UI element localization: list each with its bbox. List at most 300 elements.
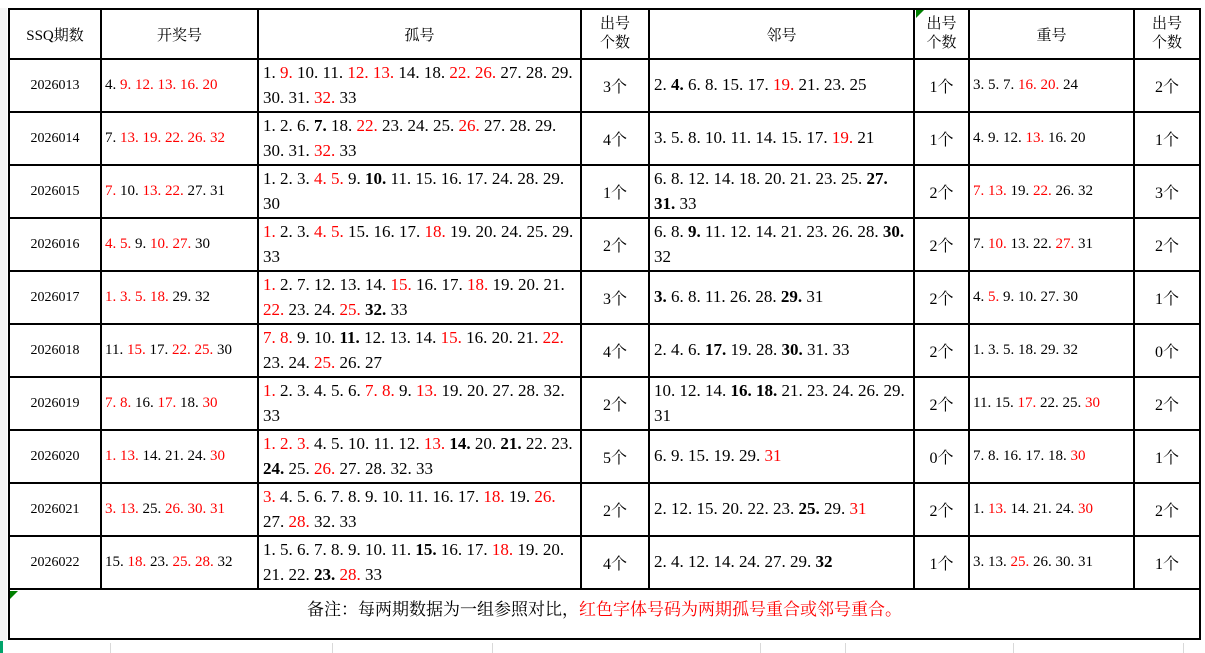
number-token: 26. — [831, 222, 858, 242]
header-lone[interactable]: 孤号 — [258, 9, 581, 59]
table-row — [9, 218, 1200, 271]
neighbor-numbers-cell[interactable] — [649, 218, 914, 271]
number-token: 2. — [280, 434, 297, 454]
number-token: 18. — [423, 63, 450, 83]
repeat-count-cell[interactable]: 1个 — [1134, 536, 1200, 589]
neighbor-numbers-cell[interactable] — [649, 271, 914, 324]
number-token: 2. — [280, 275, 297, 295]
number-token: 6. — [314, 487, 331, 507]
number-token: 13. — [1025, 130, 1048, 146]
table-row — [9, 271, 1200, 324]
number-token: 28. — [518, 381, 544, 401]
number-token: 32. — [314, 87, 340, 107]
period-cell[interactable]: 2026021 — [9, 483, 101, 536]
number-token: 20 — [1070, 130, 1086, 146]
number-token: 26. — [458, 116, 484, 136]
number-token: 1. — [105, 289, 120, 305]
neighbor-numbers-cell[interactable] — [649, 165, 914, 218]
number-token: 15. — [126, 342, 150, 358]
table-row — [9, 165, 1200, 218]
number-token: 23. — [382, 116, 408, 136]
repeat-numbers-cell[interactable] — [969, 324, 1134, 377]
period-cell[interactable]: 2026016 — [9, 218, 101, 271]
number-token: 9. — [297, 328, 314, 348]
neighbor-count-cell[interactable]: 1个 — [914, 112, 969, 165]
number-token: 20. — [491, 328, 518, 348]
number-token: 27 — [365, 352, 382, 372]
number-token: 16. — [440, 540, 467, 560]
number-token: 7. — [973, 183, 988, 199]
neighbor-count-cell[interactable]: 2个 — [914, 165, 969, 218]
draw-numbers-cell[interactable] — [101, 324, 258, 377]
number-token: 24 — [1063, 77, 1078, 93]
table-row — [9, 377, 1200, 430]
number-token: 21. — [780, 222, 807, 242]
cell-corner-flag-icon — [10, 591, 18, 599]
number-token: 25. — [433, 116, 459, 136]
lone-count-cell[interactable]: 4个 — [581, 324, 649, 377]
number-token: 2. — [280, 116, 297, 136]
neighbor-count-cell[interactable]: 2个 — [914, 324, 969, 377]
table-row — [9, 430, 1200, 483]
lone-numbers-cell[interactable] — [258, 430, 581, 483]
number-token: 13. — [988, 501, 1011, 517]
number-token: 31 — [210, 501, 225, 517]
number-token: 18. — [467, 275, 493, 295]
number-token: 24. — [491, 169, 518, 189]
number-token: 17. — [457, 487, 484, 507]
number-token: 16. — [466, 328, 492, 348]
number-token: 8. — [688, 287, 705, 307]
number-token: 13. — [372, 63, 399, 83]
number-token: 25. — [339, 299, 365, 319]
number-token: 17. — [441, 275, 467, 295]
number-token: 19. — [142, 130, 165, 146]
number-token: 3. — [988, 342, 1003, 358]
ssq-table-wrap — [8, 8, 1201, 640]
note-cell[interactable] — [9, 589, 1200, 639]
draw-numbers-cell[interactable] — [101, 377, 258, 430]
neighbor-numbers-cell[interactable] — [649, 430, 914, 483]
number-token: 6. — [654, 446, 671, 466]
number-token: 19. — [831, 128, 858, 148]
number-token: 9. — [135, 236, 150, 252]
number-token: 9. — [280, 63, 297, 83]
neighbor-numbers-cell[interactable] — [649, 59, 914, 112]
period-cell[interactable]: 2026022 — [9, 536, 101, 589]
number-token: 17. — [806, 128, 832, 148]
number-token: 9. — [688, 222, 705, 242]
neighbor-numbers-cell[interactable] — [649, 536, 914, 589]
number-token: 31. — [288, 140, 314, 160]
number-token: 9. — [348, 169, 365, 189]
number-token: 7. — [105, 130, 120, 146]
number-token: 27. — [492, 381, 518, 401]
neighbor-count-cell[interactable]: 2个 — [914, 271, 969, 324]
number-token: 13. — [120, 501, 143, 517]
table-row — [9, 536, 1200, 589]
number-token: 29. — [552, 222, 574, 242]
repeat-count-cell[interactable]: 2个 — [1134, 218, 1200, 271]
number-token: 5. — [988, 77, 1003, 93]
number-token: 31 — [654, 405, 671, 425]
lone-count-cell[interactable]: 3个 — [581, 271, 649, 324]
number-token: 3. — [105, 501, 120, 517]
number-token: 26. — [187, 130, 210, 146]
number-token: 33 — [390, 299, 408, 319]
number-token: 14. — [449, 434, 475, 454]
lone-numbers-cell[interactable] — [258, 324, 581, 377]
number-token: 5. — [988, 289, 1003, 305]
number-token: 8. — [688, 128, 705, 148]
number-token: 26. — [729, 287, 756, 307]
number-token: 7. — [263, 328, 280, 348]
number-token: 31. — [654, 193, 680, 213]
number-token: 2. — [280, 222, 297, 242]
header-lone-count[interactable] — [581, 9, 649, 59]
number-token: 10. — [365, 169, 391, 189]
number-token: 10. — [365, 540, 391, 560]
period-cell[interactable]: 2026014 — [9, 112, 101, 165]
number-token: 33 — [263, 246, 280, 266]
number-token: 17. — [705, 340, 731, 360]
period-cell[interactable]: 2026017 — [9, 271, 101, 324]
number-token: 32 — [1078, 183, 1093, 199]
repeat-count-cell[interactable]: 1个 — [1134, 112, 1200, 165]
number-token: 26. — [534, 487, 556, 507]
table-row — [9, 324, 1200, 377]
number-token: 32 — [1063, 342, 1078, 358]
lone-numbers-cell[interactable] — [258, 59, 581, 112]
number-token: 33 — [416, 458, 433, 478]
number-token: 27. — [187, 183, 210, 199]
repeat-count-cell[interactable]: 0个 — [1134, 324, 1200, 377]
number-token: 4. — [314, 381, 331, 401]
number-token: 31 — [764, 446, 782, 466]
lone-count-cell[interactable]: 2个 — [581, 377, 649, 430]
number-token: 1. — [263, 540, 280, 560]
number-token: 28. — [195, 554, 218, 570]
number-token: 16. — [1018, 77, 1041, 93]
neighbor-numbers-cell[interactable] — [649, 112, 914, 165]
number-token: 11. — [373, 434, 399, 454]
number-token: 1. — [973, 501, 988, 517]
number-token: 28. — [857, 222, 883, 242]
left-margin-strip — [0, 8, 7, 641]
repeat-numbers-cell[interactable] — [969, 271, 1134, 324]
number-token: 19. — [730, 340, 756, 360]
number-token: 6. — [297, 540, 314, 560]
number-token: 31 — [806, 287, 824, 307]
repeat-count-cell[interactable]: 2个 — [1134, 59, 1200, 112]
ssq-table — [8, 8, 1201, 640]
neighbor-count-cell[interactable]: 1个 — [914, 536, 969, 589]
lone-numbers-cell[interactable] — [258, 536, 581, 589]
note-text-black: 备注：每两期数据为一组参照对比， — [307, 599, 579, 619]
number-token: 15. — [780, 128, 807, 148]
number-token: 13. — [120, 130, 143, 146]
number-token: 13. — [988, 554, 1011, 570]
number-token: 7. — [314, 540, 331, 560]
neighbor-count-cell[interactable]: 1个 — [914, 59, 969, 112]
number-token: 33 — [263, 405, 280, 425]
grid-line — [1183, 643, 1184, 653]
number-token: 5. — [280, 540, 297, 560]
repeat-count-cell[interactable]: 2个 — [1134, 483, 1200, 536]
number-token: 22. — [449, 63, 475, 83]
number-token: 10. — [150, 236, 173, 252]
number-token: 31 — [1078, 554, 1093, 570]
number-token: 17. — [747, 75, 773, 95]
number-token: 24. — [407, 116, 433, 136]
number-token: 9. — [365, 487, 382, 507]
repeat-count-cell[interactable]: 3个 — [1134, 165, 1200, 218]
number-token: 25. — [841, 169, 867, 189]
number-token: 29. — [551, 63, 573, 83]
number-token: 29. — [824, 499, 850, 519]
neighbor-count-cell[interactable]: 2个 — [914, 377, 969, 430]
number-token: 29. — [739, 446, 765, 466]
lone-count-cell[interactable]: 4个 — [581, 112, 649, 165]
number-token: 14. — [1010, 501, 1033, 517]
lone-numbers-cell[interactable] — [258, 218, 581, 271]
number-token: 2. — [280, 169, 297, 189]
number-token: 27. — [172, 236, 195, 252]
number-token: 8. — [348, 487, 365, 507]
number-token: 29. — [172, 289, 195, 305]
draw-numbers-cell[interactable] — [101, 59, 258, 112]
number-token: 13. — [142, 183, 165, 199]
number-token: 27. — [1040, 289, 1063, 305]
lone-count-cell[interactable]: 4个 — [581, 536, 649, 589]
number-token: 1. — [263, 116, 280, 136]
number-token: 18. — [331, 116, 357, 136]
repeat-numbers-cell[interactable] — [969, 377, 1134, 430]
number-token: 19. — [713, 446, 739, 466]
number-token: 27. — [263, 511, 289, 531]
number-token: 12. — [1003, 130, 1026, 146]
number-token: 13. — [339, 275, 365, 295]
number-token: 6. — [654, 222, 671, 242]
number-token: 30 — [210, 448, 225, 464]
number-token: 10. — [654, 381, 680, 401]
number-token: 29. — [790, 552, 816, 572]
number-token: 3. — [973, 554, 988, 570]
repeat-numbers-cell[interactable] — [969, 483, 1134, 536]
period-cell[interactable]: 2026018 — [9, 324, 101, 377]
number-token: 19. — [450, 222, 476, 242]
number-token: 5. — [135, 289, 150, 305]
lone-numbers-cell[interactable] — [258, 271, 581, 324]
draw-numbers-cell[interactable] — [101, 483, 258, 536]
repeat-numbers-cell[interactable] — [969, 430, 1134, 483]
lone-count-cell[interactable]: 2个 — [581, 218, 649, 271]
number-token: 23. — [314, 564, 340, 584]
number-token: 16. — [440, 169, 467, 189]
number-token: 4. — [671, 75, 688, 95]
period-cell[interactable]: 2026013 — [9, 59, 101, 112]
number-token: 27. — [484, 116, 510, 136]
number-token: 9. — [399, 381, 416, 401]
number-token: 11. — [730, 128, 756, 148]
number-token: 18. — [424, 222, 450, 242]
draw-numbers-cell[interactable] — [101, 112, 258, 165]
number-token: 8. — [331, 540, 348, 560]
number-token: 25. — [142, 501, 165, 517]
number-token: 10. — [120, 183, 143, 199]
number-token: 32. — [543, 381, 565, 401]
repeat-count-cell[interactable]: 2个 — [1134, 377, 1200, 430]
lone-count-cell[interactable]: 1个 — [581, 165, 649, 218]
number-token: 30 — [1063, 289, 1078, 305]
number-token: 11. — [390, 540, 416, 560]
draw-numbers-cell[interactable] — [101, 271, 258, 324]
number-token: 3. — [654, 287, 671, 307]
number-token: 22. — [747, 499, 773, 519]
number-token: 30. — [882, 222, 905, 242]
number-token: 32 — [210, 130, 225, 146]
repeat-numbers-cell[interactable] — [969, 59, 1134, 112]
table-row — [9, 59, 1200, 112]
neighbor-count-cell[interactable]: 2个 — [914, 483, 969, 536]
header-period[interactable]: SSQ期数 — [9, 9, 101, 59]
number-token: 29. — [535, 116, 557, 136]
neighbor-numbers-cell[interactable] — [649, 377, 914, 430]
number-token: 18. — [739, 169, 765, 189]
number-token: 3. — [297, 381, 314, 401]
header-repeat-count[interactable] — [1134, 9, 1200, 59]
number-token: 2. — [280, 381, 297, 401]
lone-numbers-cell[interactable] — [258, 377, 581, 430]
lone-numbers-cell[interactable] — [258, 112, 581, 165]
number-token: 3. — [297, 169, 314, 189]
number-token: 12. — [314, 275, 340, 295]
number-token: 5. — [671, 128, 688, 148]
number-token: 15. — [415, 169, 441, 189]
neighbor-count-cell[interactable]: 2个 — [914, 218, 969, 271]
header-draw[interactable]: 开奖号 — [101, 9, 258, 59]
number-token: 21. — [1033, 501, 1056, 517]
number-token: 9. — [988, 130, 1003, 146]
number-token: 20. — [467, 381, 493, 401]
number-token: 14. — [755, 128, 781, 148]
number-token: 8. — [280, 328, 297, 348]
table-row — [9, 483, 1200, 536]
number-token: 17. — [1025, 448, 1048, 464]
number-token: 5. — [331, 434, 348, 454]
number-token: 9. — [1003, 289, 1018, 305]
neighbor-count-cell[interactable]: 0个 — [914, 430, 969, 483]
number-token: 23. — [807, 381, 833, 401]
number-token: 14. — [415, 328, 441, 348]
period-cell[interactable]: 2026020 — [9, 430, 101, 483]
number-token: 18. — [150, 289, 173, 305]
number-token: 33 — [339, 511, 357, 531]
period-cell[interactable]: 2026015 — [9, 165, 101, 218]
number-token: 32 — [654, 246, 671, 266]
number-token: 21. — [263, 564, 289, 584]
number-token: 10. — [705, 128, 731, 148]
repeat-count-cell[interactable]: 1个 — [1134, 271, 1200, 324]
number-token: 7. — [973, 448, 988, 464]
number-token: 8. — [671, 222, 688, 242]
number-token: 29. — [542, 169, 565, 189]
number-token: 13. — [1010, 236, 1033, 252]
number-token: 11. — [407, 487, 433, 507]
number-token: 8. — [671, 169, 688, 189]
number-token: 14. — [705, 381, 731, 401]
number-token: 28. — [517, 169, 543, 189]
number-token: 31. — [807, 340, 833, 360]
repeat-numbers-cell[interactable] — [969, 536, 1134, 589]
header-neighbor[interactable]: 邻号 — [649, 9, 914, 59]
number-token: 26. — [474, 63, 501, 83]
number-token: 25 — [849, 75, 867, 95]
number-token: 24. — [501, 222, 527, 242]
number-token: 14. — [713, 552, 739, 572]
number-token: 27. — [1055, 236, 1078, 252]
number-token: 13. — [416, 381, 442, 401]
neighbor-numbers-cell[interactable] — [649, 483, 914, 536]
number-token: 18. — [127, 554, 150, 570]
grid-line — [760, 643, 761, 653]
table-footer — [9, 589, 1200, 639]
lone-count-cell[interactable]: 2个 — [581, 483, 649, 536]
draw-numbers-cell[interactable] — [101, 165, 258, 218]
number-token: 13. — [988, 183, 1011, 199]
number-token: 31. — [288, 87, 314, 107]
lone-count-cell[interactable]: 3个 — [581, 59, 649, 112]
number-token: 22. — [1033, 183, 1056, 199]
repeat-numbers-cell[interactable] — [969, 218, 1134, 271]
number-token: 32. — [314, 140, 340, 160]
draw-numbers-cell[interactable] — [101, 536, 258, 589]
number-token: 12. — [679, 381, 705, 401]
number-token: 20. — [1040, 77, 1063, 93]
number-token: 6. — [671, 287, 688, 307]
lone-count-cell[interactable]: 5个 — [581, 430, 649, 483]
number-token: 7. — [297, 275, 314, 295]
number-token: 11. — [705, 287, 730, 307]
number-token: 21. — [798, 75, 824, 95]
period-cell[interactable]: 2026019 — [9, 377, 101, 430]
number-token: 32 — [195, 289, 210, 305]
number-token: 17. — [1017, 395, 1040, 411]
number-token: 19. — [1010, 183, 1033, 199]
number-token: 3. — [654, 128, 671, 148]
number-token: 20. — [764, 169, 790, 189]
number-token: 25. — [314, 352, 340, 372]
number-token: 28. — [509, 116, 535, 136]
number-token: 3. — [263, 487, 280, 507]
repeat-numbers-cell[interactable] — [969, 112, 1134, 165]
number-token: 19. — [508, 487, 535, 507]
number-token: 19. — [441, 381, 467, 401]
lone-numbers-cell[interactable] — [258, 165, 581, 218]
number-token: 15. — [688, 446, 714, 466]
repeat-count-cell[interactable]: 1个 — [1134, 430, 1200, 483]
number-token: 23. — [551, 434, 573, 454]
repeat-numbers-cell[interactable] — [969, 165, 1134, 218]
number-token: 13. — [157, 77, 180, 93]
number-token: 21. — [517, 328, 543, 348]
neighbor-numbers-cell[interactable] — [649, 324, 914, 377]
draw-numbers-cell[interactable] — [101, 430, 258, 483]
number-token: 22. — [171, 342, 195, 358]
lone-numbers-cell[interactable] — [258, 483, 581, 536]
draw-numbers-cell[interactable] — [101, 218, 258, 271]
header-repeat[interactable]: 重号 — [969, 9, 1134, 59]
